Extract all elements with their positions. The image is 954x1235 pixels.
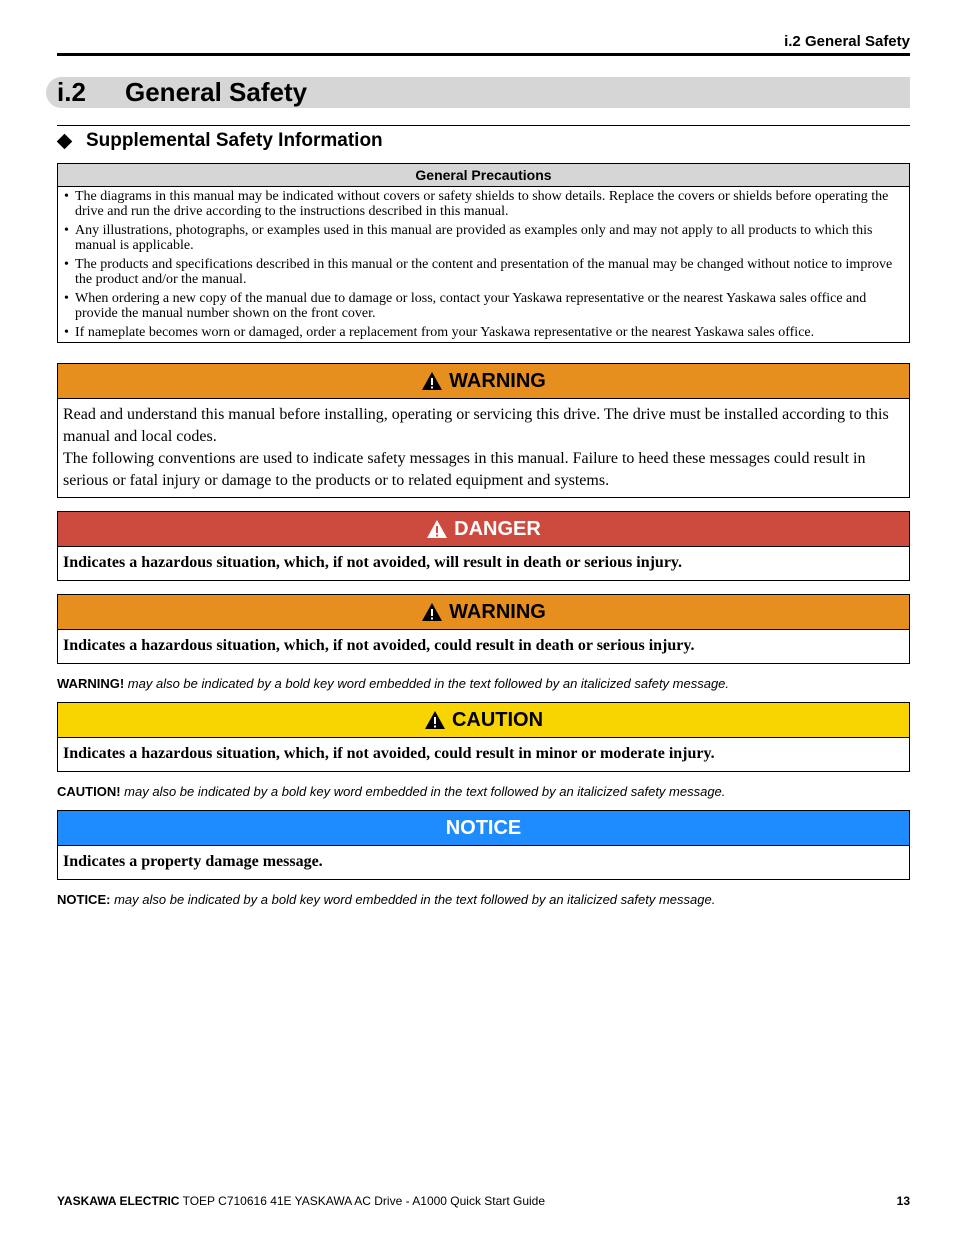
warning-triangle-icon [421, 602, 443, 622]
list-item [58, 223, 909, 253]
notice-header [58, 811, 909, 846]
list-item-text: When ordering a new copy of the manual due to damage or loss, contact your Yaskawa representative or the nearest Yaskawa sales office and provide the manual number shown on the front cover. [75, 291, 867, 321]
list-item [58, 291, 909, 321]
warning-triangle-icon [424, 710, 446, 730]
running-head: i.2 General Safety [784, 33, 910, 50]
section-title: General Safety [125, 77, 308, 107]
caution-box [57, 702, 910, 772]
warning-intro-paragraph: Read and understand this manual before installing, operating or servicing this drive. The drive must be installed according to this manual and local codes. [63, 406, 889, 445]
caution-label: CAUTION [451, 708, 544, 731]
notice-box [57, 810, 910, 880]
warning-intro-paragraph: The following conventions are used to indicate safety messages in this manual. Failure to heed these messages could result in serious or fatal injury or damage to the products or to related equipment and systems. [63, 450, 866, 489]
warning-note-text: may also be indicated by a bold key word embedded in the text followed by an italicized safety message. [127, 676, 730, 691]
caution-text: Indicates a hazardous situation, which, if not avoided, could result in minor or moderate injury. [63, 745, 715, 762]
danger-box [57, 511, 910, 581]
danger-label: DANGER [454, 517, 541, 540]
list-item [58, 325, 909, 340]
page-footer [57, 1194, 910, 1208]
list-item-text: The products and specifications described in this manual or the content and presentation of the manual may be changed without notice to improve the product and/or the manual. [75, 257, 893, 287]
caution-header [58, 703, 909, 738]
list-item [58, 257, 909, 287]
warning-header [58, 595, 909, 630]
notice-note-key: NOTICE: [57, 892, 111, 907]
warning-intro-header [58, 364, 909, 399]
header-rule [57, 53, 910, 56]
list-item-text: Any illustrations, photographs, or examples used in this manual are provided as examples only and may not apply to all products to which this manual is applicable. [75, 223, 873, 253]
subsection-title: Supplemental Safety Information [86, 130, 383, 151]
footer-brand: YASKAWA ELECTRIC [57, 1194, 180, 1208]
bullet: • [64, 325, 69, 340]
warning-triangle-icon [421, 371, 443, 391]
list-item [58, 189, 909, 219]
precautions-header: General Precautions [58, 164, 909, 187]
warning-intro-label: WARNING [449, 369, 546, 392]
subsection-rule [57, 125, 910, 126]
bullet: • [64, 291, 69, 306]
subsection-heading [57, 130, 383, 152]
warning-intro-box [57, 363, 910, 498]
notice-note [57, 892, 715, 907]
notice-label: NOTICE [445, 816, 522, 839]
general-precautions-table [57, 163, 910, 343]
warning-text: Indicates a hazardous situation, which, if not avoided, could result in death or serious injury. [63, 637, 695, 654]
warning-box [57, 594, 910, 664]
danger-text: Indicates a hazardous situation, which, if not avoided, will result in death or serious injury. [63, 554, 683, 571]
footer-doc-title: TOEP C710616 41E YASKAWA AC Drive - A1000 Quick Start Guide [182, 1194, 546, 1208]
list-item-text: The diagrams in this manual may be indicated without covers or safety shields to show details. Replace the covers or shields before operating the drive and run the drive according to the instructions described in this manual. [75, 189, 889, 219]
caution-note-key: CAUTION! [57, 784, 121, 799]
section-title-bar [46, 77, 910, 108]
notice-text: Indicates a property damage message. [63, 853, 323, 870]
danger-header [58, 512, 909, 547]
warning-note-key: WARNING! [57, 676, 125, 691]
precautions-list [58, 187, 909, 342]
bullet: • [64, 223, 69, 238]
notice-note-text: may also be indicated by a bold key word embedded in the text followed by an italicized safety message. [114, 892, 716, 907]
section-number: i.2 [57, 77, 86, 107]
diamond-bullet-icon [57, 133, 73, 149]
bullet: • [64, 189, 69, 204]
warning-intro-body [58, 399, 909, 497]
warning-note [57, 676, 729, 691]
bullet: • [64, 257, 69, 272]
list-item-text: If nameplate becomes worn or damaged, order a replacement from your Yaskawa representative or the nearest Yaskawa sales office. [75, 325, 815, 340]
caution-note [57, 784, 725, 799]
warning-triangle-icon [426, 519, 448, 539]
page-number: 13 [896, 1194, 910, 1208]
warning-label: WARNING [449, 600, 546, 623]
caution-note-text: may also be indicated by a bold key word embedded in the text followed by an italicized safety message. [124, 784, 726, 799]
